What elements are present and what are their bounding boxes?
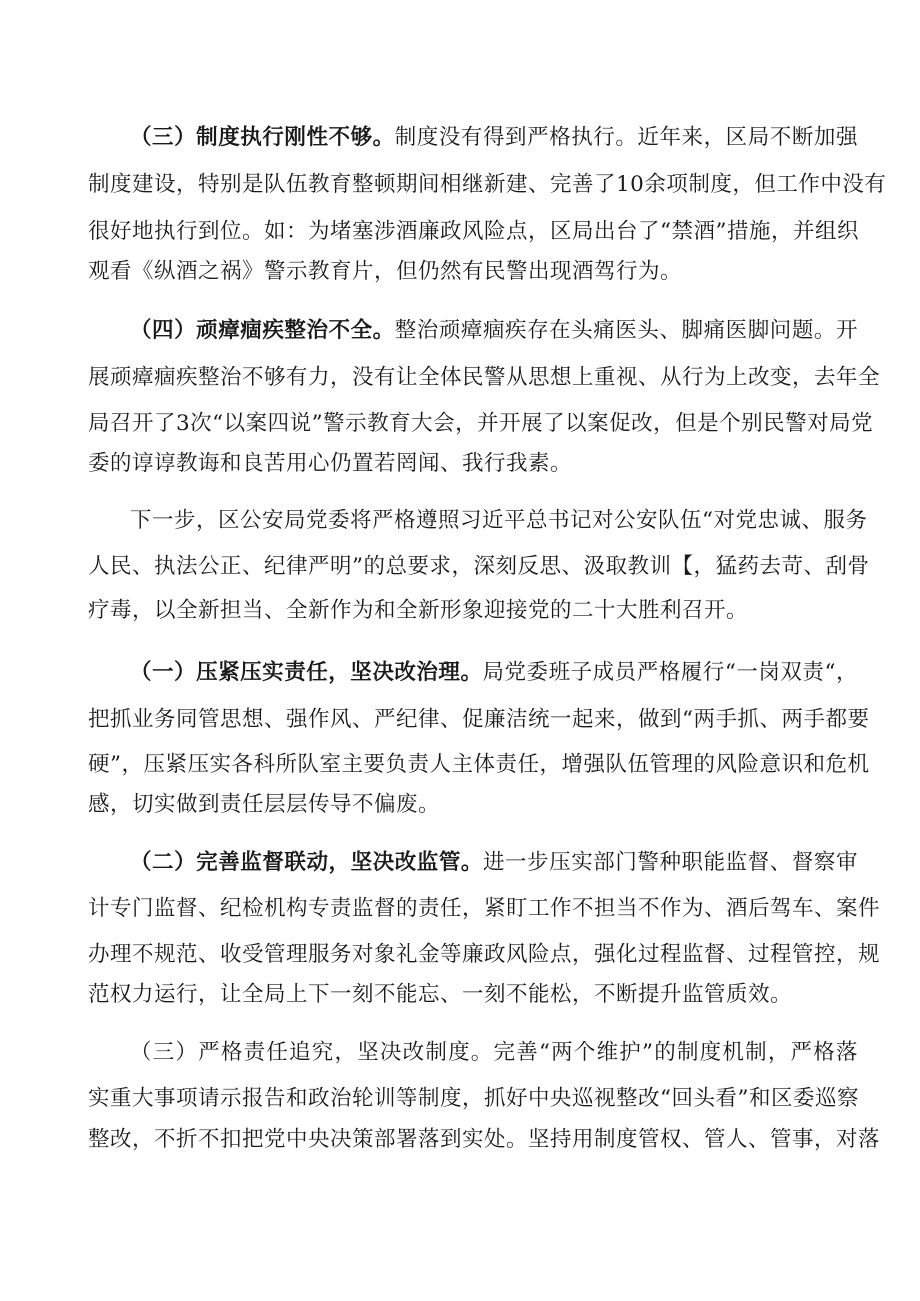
text-line: 很好地执行到位。如：为堵塞涉酒廉政风险点，区局出台了“禁酒”措施，并组织 bbox=[88, 219, 859, 244]
text-line: （三）严格责任追究，坚决改制度。完善“两个维护”的制度机制，严格落 bbox=[130, 1040, 858, 1065]
text-line: 展顽瘴痼疾整治不够有力，没有让全体民警从思想上重视、从行为上改变，去年全 bbox=[88, 365, 881, 390]
text-line: 感，切实做到责任层层传导不偏废。 bbox=[88, 792, 441, 817]
text-line bbox=[130, 655, 858, 691]
text-line: 把抓业务同管思想、强作风、严纪律、促廉洁统一起来，做到“两手抓、两手都要 bbox=[88, 707, 870, 732]
text-line: 范权力运行，让全局上下一刻不能忘、一刻不能松，不断提升监管质效。 bbox=[88, 982, 793, 1007]
section-heading: （三）制度执行刚性不够。 bbox=[130, 125, 395, 150]
line-text: 整治顽瘴痼疾存在头痛医头、脚痛医脚问题。开 bbox=[394, 318, 858, 343]
text-line: 制度建设，特别是队伍教育整顿期间相继新建、完善了10余项制度，但工作中没有 bbox=[88, 172, 887, 197]
section-heading: （四）顽瘴痼疾整治不全。 bbox=[130, 318, 395, 343]
text-line: 计专门监督、纪检机构专责监督的责任，紧盯工作不担当不作为、酒后驾车、案件 bbox=[88, 896, 881, 921]
line-text: 制度没有得到严格执行。近年来，区局不断加强 bbox=[394, 125, 858, 150]
text-line bbox=[130, 313, 858, 349]
text-line: 人民、执法公正、纪律严明”的总要求，深刻反思、汲取教训【，猛药去苛、刮骨 bbox=[88, 554, 870, 579]
text-line: 整改，不折不扣把党中央决策部署落到实处。坚持用制度管权、管人、管事，对落 bbox=[88, 1127, 881, 1152]
text-line: 下一步，区公安局党委将严格遵照习近平总书记对公安队伍“对党忠诚、服务 bbox=[130, 508, 868, 533]
section-heading: （二）完善监督联动，坚决改监管。 bbox=[130, 850, 483, 875]
text-line bbox=[130, 845, 858, 881]
text-line: 观看《纵酒之祸》警示教育片，但仍然有民警出现酒驾行为。 bbox=[88, 259, 683, 284]
text-line: 委的谆谆教诲和良苦用心仍置若罔闻、我行我素。 bbox=[88, 451, 573, 476]
line-text: 进一步压实部门警种职能监督、督察审 bbox=[483, 850, 858, 875]
text-line: 硬”，压紧压实各科所队室主要负责人主体责任，增强队伍管理的风险意识和危机 bbox=[88, 752, 870, 777]
text-line bbox=[130, 120, 858, 156]
text-line: 办理不规范、收受管理服务对象礼金等廉政风险点，强化过程监督、过程管控，规 bbox=[88, 942, 881, 967]
text-line: 局召开了3次“以案四说”警示教育大会，并开展了以案促改，但是个别民警对局党 bbox=[88, 411, 874, 436]
text-line: 疗毒，以全新担当、全新作为和全新形象迎接党的二十大胜利召开。 bbox=[88, 598, 749, 623]
text-line: 实重大事项请示报告和政治轮训等制度，抓好中央巡视整改“回头看”和区委巡察 bbox=[88, 1086, 859, 1111]
section-heading: （一）压紧压实责任，坚决改治理。 bbox=[130, 660, 483, 685]
line-text: 局党委班子成员严格履行“一岗双责“， bbox=[482, 660, 858, 685]
